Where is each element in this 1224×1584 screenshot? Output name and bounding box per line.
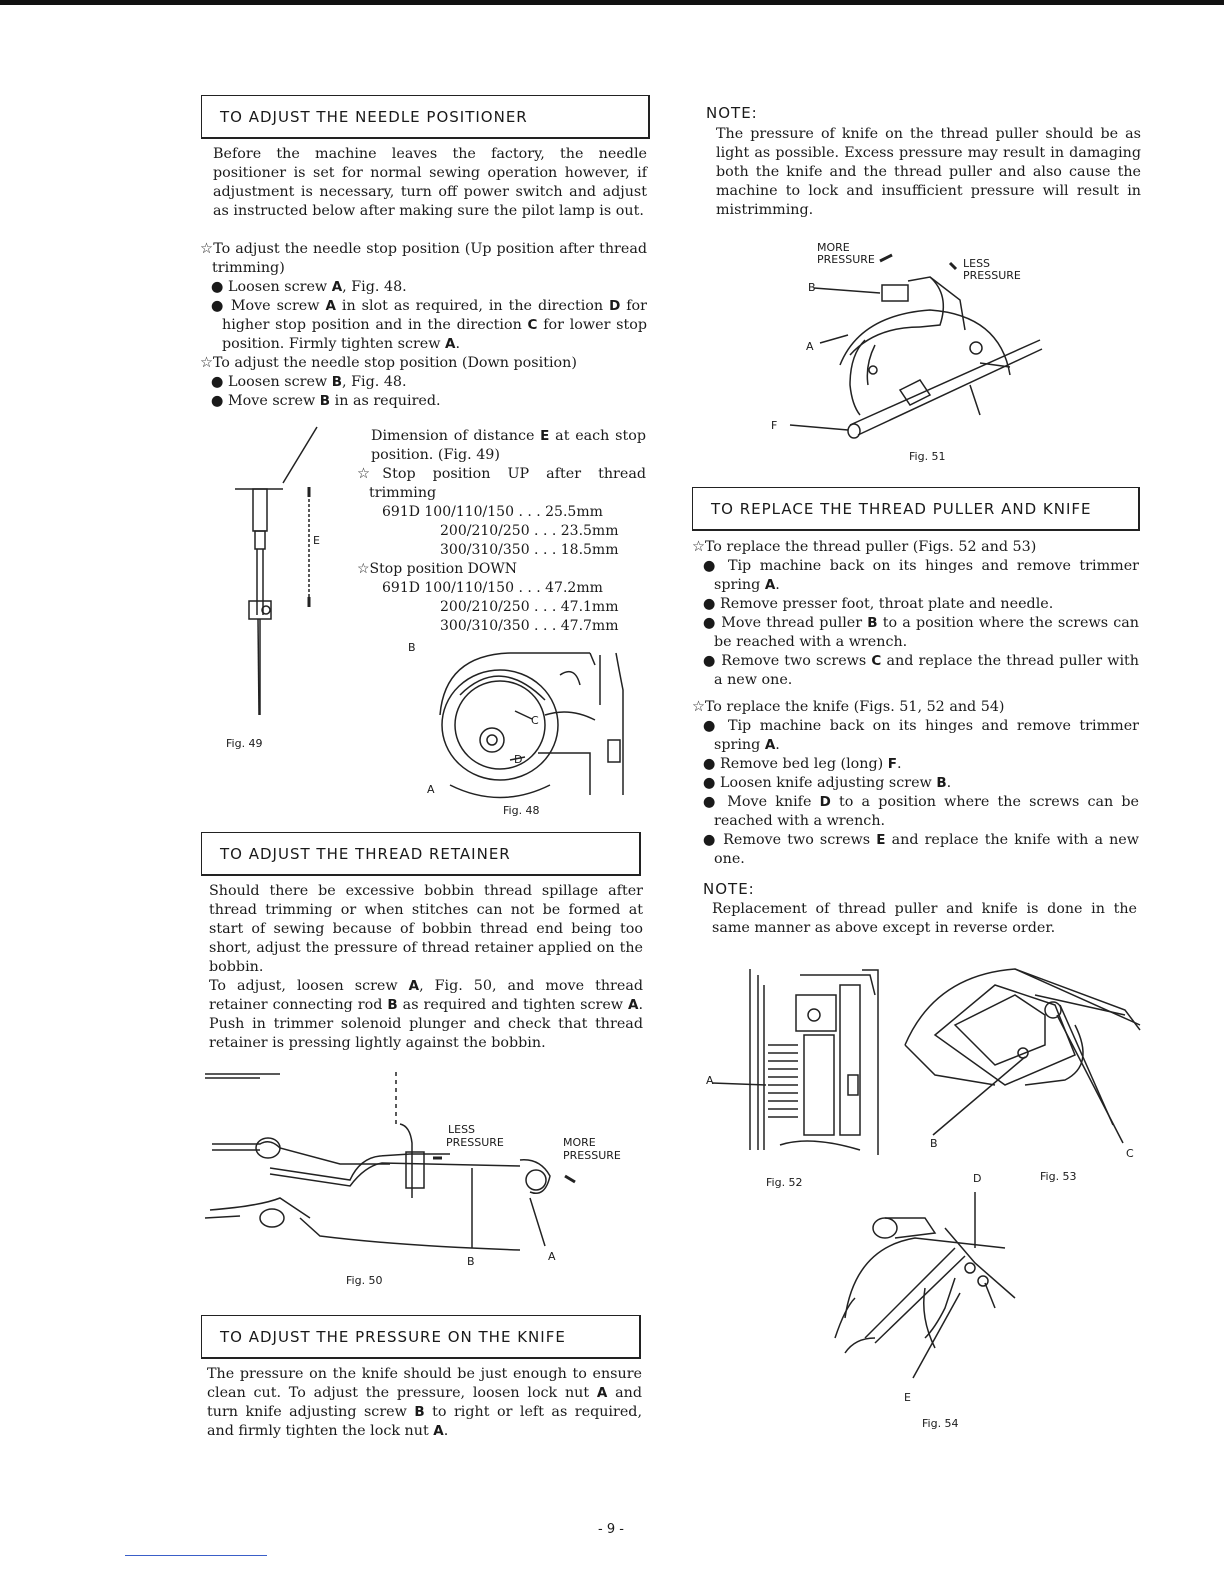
fig50-label-b: B: [467, 1255, 475, 1268]
dimension-text: [371, 427, 646, 465]
up-heading: ☆To adjust the needle stop position (Up position after thread trimming): [200, 241, 647, 276]
down-heading: ☆To adjust the needle stop position (Down position): [200, 355, 577, 371]
down-row-2: 200/210/250 . . . 47.1mm: [440, 599, 619, 615]
needle-positioner-title: [201, 95, 650, 139]
needle-up-steps: [200, 240, 647, 411]
section-title: TO REPLACE THE THREAD PULLER AND KNIFE: [711, 499, 1092, 518]
note-1-paragraph: The pressure of knife on the thread puller should be as light as possible. Excess pressure may result in damaging both the knife and the thread puller and also cause the machine to lock and insufficient pressure will result in mistrimming.: [716, 126, 1141, 218]
dimension-paragraph: Dimension of distance E at each stop position. (Fig. 49): [371, 428, 646, 463]
up-stop-heading: ☆Stop position UP after thread trimming: [357, 466, 646, 501]
down-step-1: ● Loosen screw B, Fig. 48.: [211, 374, 407, 390]
fig50-illustration: [200, 1068, 640, 1268]
fig53-label-c: C: [1126, 1147, 1134, 1160]
fig50-less-1: LESS: [448, 1123, 476, 1136]
up-step-1: ● Loosen screw A, Fig. 48.: [211, 279, 407, 295]
up-row-1: 691D 100/110/150 . . . 25.5mm: [382, 504, 603, 520]
note-1-body: [716, 125, 1141, 220]
fig49-needle-illustration: [225, 425, 335, 725]
fig54-illustration: [825, 1188, 1025, 1388]
replace-knife-heading: ☆To replace the knife (Figs. 51, 52 and 54): [692, 699, 1005, 715]
down-step-2: ● Move screw B in as required.: [211, 393, 441, 409]
up-step-2: ● Move screw A in slot as required, in the direction D for higher stop position and in the direction C for lower stop position. Firmly tighten screw A.: [211, 298, 647, 352]
note-heading-1: NOTE:: [706, 104, 758, 122]
fig54-label-d: D: [973, 1172, 982, 1185]
fig49-caption: Fig. 49: [226, 737, 263, 750]
puller-step-3: ● Move thread puller B to a position where the screws can be reached with a wrench.: [703, 615, 1139, 650]
fig51-illustration: [780, 255, 1050, 455]
thread-retainer-body: [209, 882, 643, 1053]
fig53-illustration: [895, 965, 1145, 1150]
note-2-body: [712, 900, 1137, 938]
fig51-more-2: PRESSURE: [817, 253, 875, 266]
down-row-3: 300/310/350 . . . 47.7mm: [440, 618, 619, 634]
knife-pressure-body: [207, 1365, 642, 1441]
knife-step-3: ● Loosen knife adjusting screw B.: [703, 775, 952, 791]
fig50-less-2: PRESSURE: [446, 1136, 504, 1149]
puller-step-2: ● Remove presser foot, throat plate and needle.: [703, 596, 1054, 612]
fig52-label-a: A: [706, 1074, 714, 1087]
fig51-label-f: F: [771, 419, 778, 432]
bottom-link-underline: [125, 1555, 267, 1556]
replace-steps: [692, 538, 1139, 869]
fig52-caption: Fig. 52: [766, 1176, 803, 1189]
retainer-paragraph-1: Should there be excessive bobbin thread spillage after thread trimming or when stitches can not be formed at start of sewing because of bobbin thread end being too short, adjust the pressure of thread retainer applied on the bobbin.: [209, 883, 643, 975]
fig48-label-c: C: [531, 714, 539, 727]
fig50-more-1: MORE: [563, 1136, 596, 1149]
fig50-label-a: A: [548, 1250, 556, 1263]
note-heading-2: NOTE:: [703, 880, 755, 898]
fig53-caption: Fig. 53: [1040, 1170, 1077, 1183]
puller-step-1: ● Tip machine back on its hinges and remove trimmer spring A.: [703, 558, 1139, 593]
knife-step-2: ● Remove bed leg (long) F.: [703, 756, 902, 772]
fig49-label-e: E: [313, 534, 320, 547]
fig50-more-2: PRESSURE: [563, 1149, 621, 1162]
fig51-label-a: A: [806, 340, 814, 353]
section-title: TO ADJUST THE PRESSURE ON THE KNIFE: [220, 1327, 566, 1346]
section-title: TO ADJUST THE THREAD RETAINER: [220, 844, 511, 863]
down-stop-heading: ☆Stop position DOWN: [357, 561, 518, 577]
fig52-illustration: [740, 965, 890, 1160]
knife-step-1: ● Tip machine back on its hinges and remove trimmer spring A.: [703, 718, 1139, 753]
knife-step-4: ● Move knife D to a position where the screws can be reached with a wrench.: [703, 794, 1140, 829]
fig54-caption: Fig. 54: [922, 1417, 959, 1430]
knife-step-5: ● Remove two screws E and replace the knife with a new one.: [703, 832, 1139, 867]
fig51-caption: Fig. 51: [909, 450, 946, 463]
puller-step-4: ● Remove two screws C and replace the thread puller with a new one.: [703, 653, 1139, 688]
up-row-3: 300/310/350 . . . 18.5mm: [440, 542, 619, 558]
note-2-paragraph: Replacement of thread puller and knife is done in the same manner as above except in reverse order.: [712, 901, 1137, 936]
fig48-label-d: D: [514, 753, 523, 766]
fig51-more-1: MORE: [817, 241, 850, 254]
fig48-label-a: A: [427, 783, 435, 796]
intro-paragraph: Before the machine leaves the factory, the needle positioner is set for normal sewing operation however, if adjustment is necessary, turn off power switch and adjust as instructed below after making sure the pilot lamp is out.: [213, 146, 647, 219]
thread-retainer-title: [201, 832, 641, 876]
fig51-less-2: PRESSURE: [963, 269, 1021, 282]
fig50-caption: Fig. 50: [346, 1274, 383, 1287]
knife-pressure-title: [201, 1315, 641, 1359]
replace-puller-knife-title: [692, 487, 1140, 531]
replace-puller-heading: ☆To replace the thread puller (Figs. 52 and 53): [692, 539, 1037, 555]
needle-positioner-body: [213, 145, 647, 221]
knife-pressure-paragraph: The pressure on the knife should be just enough to ensure clean cut. To adjust the pressure, loosen lock nut A and turn knife adjusting screw B to right or left as required, and firmly tighten the lock nut A.: [207, 1366, 642, 1439]
top-border: [0, 0, 1224, 5]
fig53-label-b: B: [930, 1137, 938, 1150]
fig51-label-b: B: [808, 281, 816, 294]
fig48-caption: Fig. 48: [503, 804, 540, 817]
fig54-label-e: E: [904, 1391, 911, 1404]
down-row-1: 691D 100/110/150 . . . 47.2mm: [382, 580, 603, 596]
fig48-illustration: [420, 645, 630, 810]
fig48-label-b: B: [408, 641, 416, 654]
up-row-2: 200/210/250 . . . 23.5mm: [440, 523, 619, 539]
page-number: - 9 -: [598, 1522, 624, 1537]
fig51-less-1: LESS: [963, 257, 991, 270]
section-title: TO ADJUST THE NEEDLE POSITIONER: [220, 107, 528, 126]
retainer-paragraph-2: To adjust, loosen screw A, Fig. 50, and move thread retainer connecting rod B as required and tighten screw A. Push in trimmer solenoid plunger and check that thread retainer is pressing lightly against the bobbin.: [209, 978, 644, 1051]
